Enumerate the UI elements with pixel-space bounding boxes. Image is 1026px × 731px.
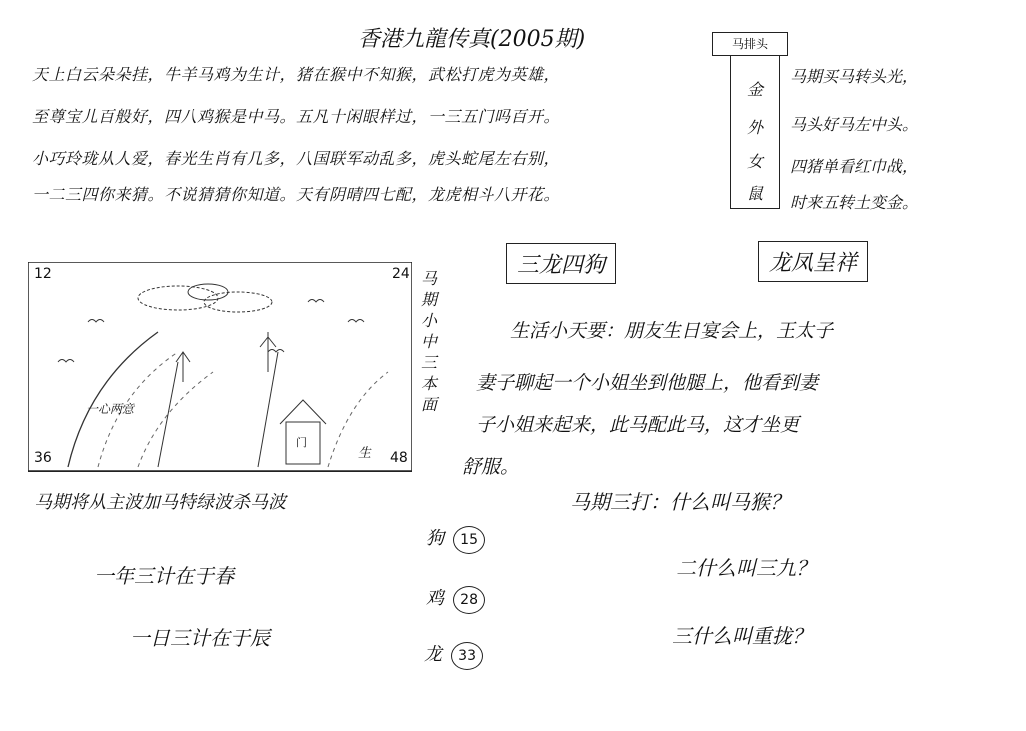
side-box-char: 外 bbox=[746, 118, 763, 137]
story-line: 子小姐来起来，此马配此马，这才坐更 bbox=[476, 414, 800, 436]
right-poem-line: 马头好马左中头。 bbox=[790, 115, 919, 134]
question-line: 马期三打：什么叫马猴？ bbox=[570, 490, 790, 514]
side-box bbox=[730, 42, 780, 209]
right-poem-line: 四猪单看红巾战， bbox=[790, 157, 919, 176]
boxed-title: 三龙四狗 bbox=[506, 243, 616, 284]
zodiac-number: 33 bbox=[451, 642, 483, 670]
poem-line: 小巧玲珑从人爱，春光生肖有几多，八国联军动乱多，虎头蛇尾左右别， bbox=[32, 149, 561, 168]
corner-bottom-left: 36 bbox=[34, 450, 52, 466]
poem-line: 一二三四你来猜。不说猜猜你知道。天有阴晴四七配，龙虎相斗八开花。 bbox=[32, 185, 561, 204]
zodiac-item bbox=[424, 640, 483, 670]
corner-bottom-right: 48 bbox=[390, 450, 408, 466]
side-box-char: 金 bbox=[746, 80, 763, 99]
ground-label: 生 bbox=[358, 446, 372, 461]
poem-line: 至尊宝儿百般好，四八鸡猴是中马。五凡十闲眼样过，一三五门吗百开。 bbox=[32, 107, 561, 126]
poem-line: 天上白云朵朵挂，牛羊马鸡为生计，猪在猴中不知猴，武松打虎为英雄， bbox=[32, 65, 561, 84]
page-title: 香港九龍传真(2005期) bbox=[358, 27, 586, 52]
vertical-caption: 马期小中三本面 bbox=[420, 269, 437, 414]
zodiac-name: 龙 bbox=[424, 644, 442, 665]
zodiac-number: 28 bbox=[453, 586, 485, 614]
house-label: 门 bbox=[296, 436, 307, 449]
zodiac-name: 狗 bbox=[426, 528, 444, 549]
zodiac-item bbox=[426, 584, 485, 614]
side-box-char: 鼠 bbox=[746, 184, 763, 203]
zodiac-number: 15 bbox=[453, 526, 485, 554]
right-poem-line: 马期买马转头光， bbox=[790, 67, 919, 86]
boxed-title: 龙凤呈祥 bbox=[758, 241, 868, 282]
question-line: 三什么叫重拢？ bbox=[672, 624, 812, 648]
side-box-char: 女 bbox=[746, 152, 763, 171]
story-line: 妻子聊起一个小姐坐到他腿上，他看到妻 bbox=[476, 372, 819, 394]
story-line: 舒服。 bbox=[462, 456, 520, 478]
chant-line: 一年三计在于春 bbox=[94, 564, 234, 588]
zodiac-item bbox=[426, 524, 485, 554]
question-line: 二什么叫三九？ bbox=[676, 556, 816, 580]
chant-line: 一日三计在于辰 bbox=[130, 626, 270, 650]
right-poem-line: 时来五转土变金。 bbox=[790, 193, 919, 212]
story-line: 生活小天要：朋友生日宴会上，王太子 bbox=[510, 320, 834, 342]
sketch-drawing bbox=[28, 262, 412, 472]
sketch-picture bbox=[28, 262, 412, 472]
zodiac-name: 鸡 bbox=[426, 588, 444, 609]
side-box-header: 马排头 bbox=[712, 32, 788, 56]
under-picture-text: 马期将从主波加马特绿波杀马波 bbox=[34, 492, 286, 513]
corner-top-right: 24 bbox=[392, 266, 410, 282]
sign-text: 一心两意 bbox=[86, 402, 135, 416]
corner-top-left: 12 bbox=[34, 266, 52, 282]
